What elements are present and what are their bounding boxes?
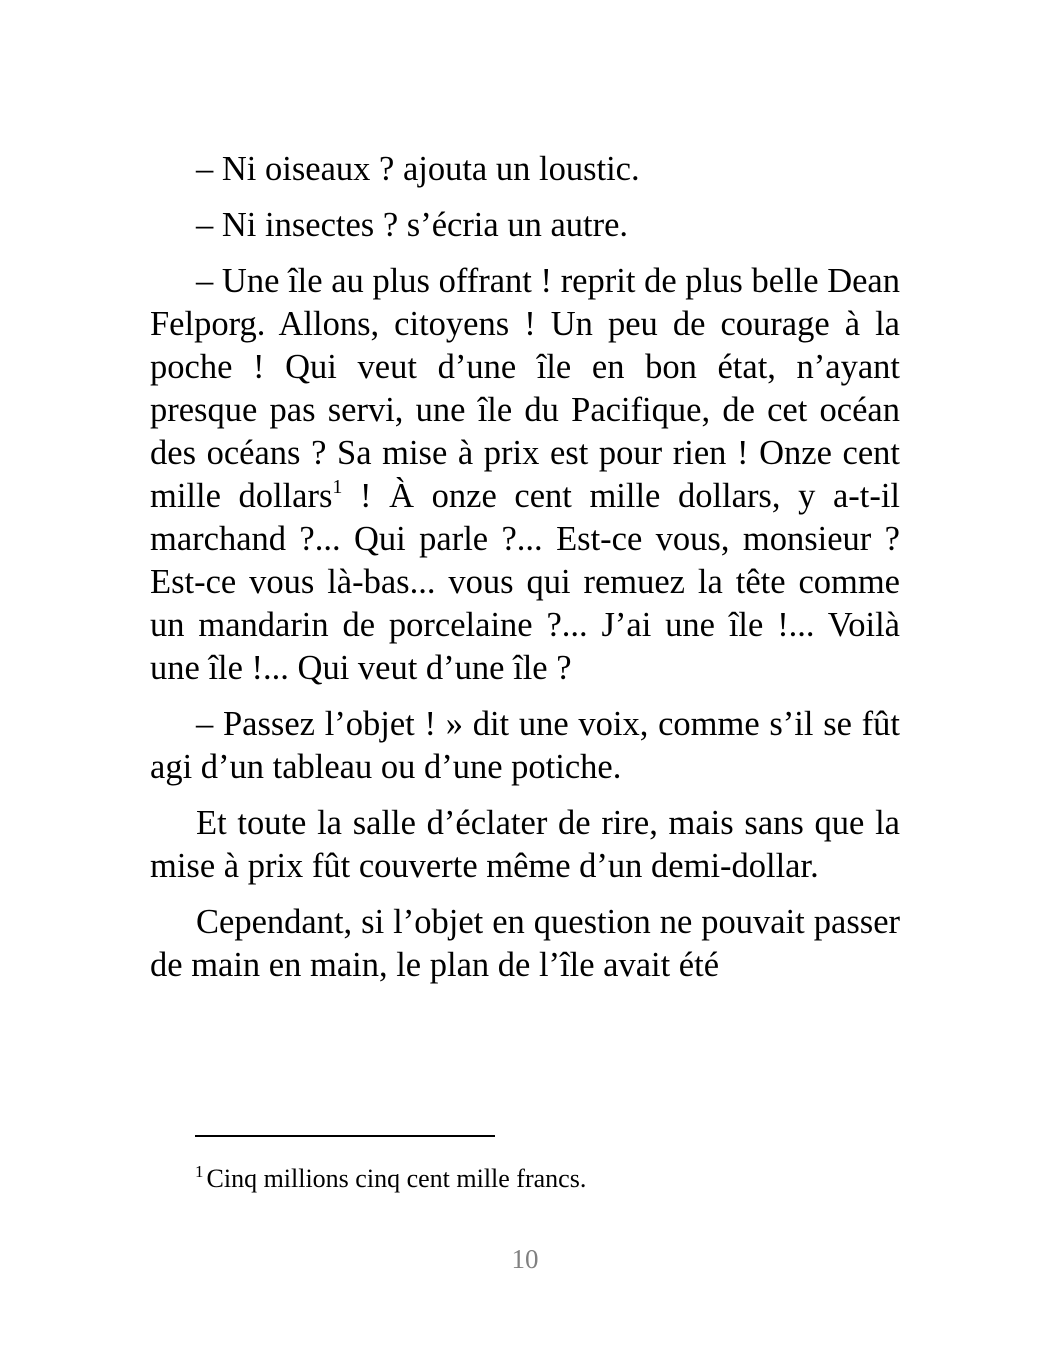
page-number: 10	[511, 1244, 539, 1274]
paragraph-3-text: – Une île au plus offrant ! reprit de plus belle Dean Felporg. Allons, citoyens ! Un peu de courage à la poche ! Qui veut d’une île en bon état, n’ayant presque pas servi, une île du Pacifique, de cet océan des océans ? Sa mise à prix est pour rien ! Onze cent mille dollars	[150, 262, 900, 515]
paragraph-2: – Ni insectes ? s’écria un autre.	[196, 206, 629, 244]
footnote-text: Cinq millions cinq cent mille francs.	[206, 1164, 587, 1193]
footnote-separator	[195, 1135, 495, 1137]
paragraph-6: Cependant, si l’objet en question ne pouvait passer de main en main, le plan de l’île avait été	[150, 903, 900, 984]
paragraph-1: – Ni oiseaux ? ajouta un loustic.	[196, 150, 640, 188]
page-body	[150, 148, 900, 1000]
paragraph-3	[150, 260, 900, 690]
footnote	[195, 1163, 586, 1195]
paragraph-4: – Passez l’objet ! » dit une voix, comme s’il se fût agi d’un tableau ou d’une potiche.	[150, 705, 900, 786]
footnote-reference[interactable]: 1	[332, 476, 343, 498]
paragraph-5: Et toute la salle d’éclater de rire, mais sans que la mise à prix fût couverte même d’un demi-dollar.	[150, 804, 900, 885]
footnote-marker: 1	[195, 1162, 204, 1181]
paragraph-3-continuation: ! À onze cent mille dollars, y a-t-il marchand ?... Qui parle ?... Est-ce vous, monsieur ? Est-ce vous là-bas... vous qui remuez la tête comme un mandarin de porcelaine ?... J’ai une île !... Voilà une île !... Qui veut d’une île ?	[150, 477, 900, 687]
